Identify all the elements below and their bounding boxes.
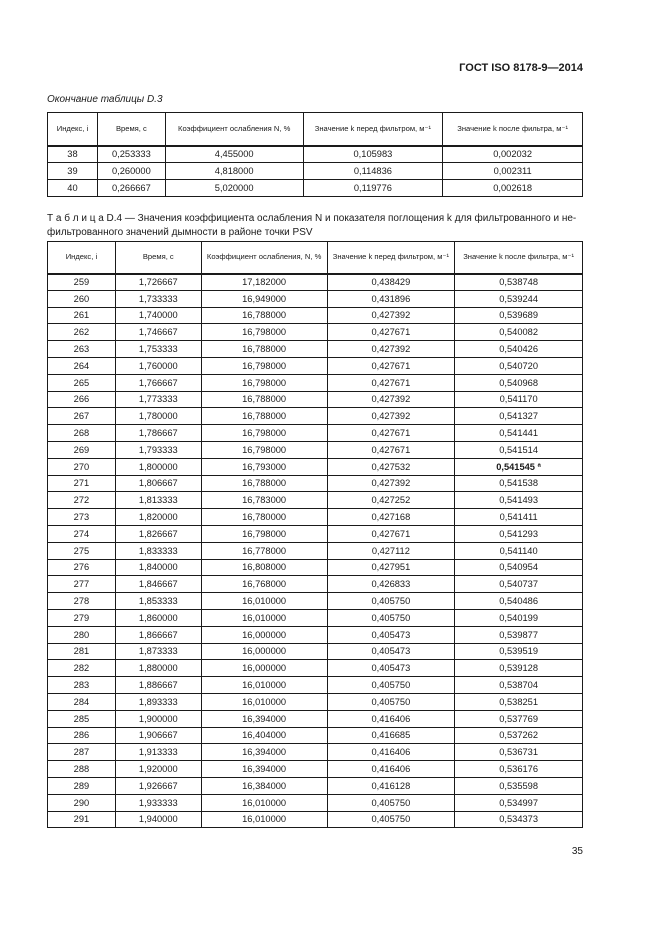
table-row <box>48 542 583 559</box>
table-row <box>48 626 583 643</box>
table-cell: 1,806667 <box>115 475 201 492</box>
table-cell: 0,541545 ª <box>455 458 583 475</box>
table-cell: 1,880000 <box>115 660 201 677</box>
table-row <box>48 492 583 509</box>
table-cell: 0,540082 <box>455 324 583 341</box>
table-cell: 271 <box>48 475 116 492</box>
table-cell: 1,746667 <box>115 324 201 341</box>
table-cell: 0,114836 <box>303 163 443 180</box>
table-cell: 0,427392 <box>327 475 455 492</box>
table-cell: 0,427671 <box>327 425 455 442</box>
table-cell: 278 <box>48 593 116 610</box>
table-row <box>48 811 583 828</box>
table-cell: 1,906667 <box>115 727 201 744</box>
table-cell: 0,119776 <box>303 180 443 197</box>
table-row <box>48 274 583 291</box>
table-row <box>48 391 583 408</box>
table-cell: 16,798000 <box>201 425 327 442</box>
table-cell: 16,798000 <box>201 374 327 391</box>
table-cell: 0,539877 <box>455 626 583 643</box>
table-cell: 0,405750 <box>327 794 455 811</box>
table-cell: 0,538748 <box>455 274 583 291</box>
table-row <box>48 146 583 163</box>
table-cell: 0,405750 <box>327 811 455 828</box>
table-cell: 260 <box>48 290 116 307</box>
table-cell: 1,846667 <box>115 576 201 593</box>
table-row <box>48 744 583 761</box>
table-cell: 1,813333 <box>115 492 201 509</box>
table-cell: 16,010000 <box>201 794 327 811</box>
table-cell: 268 <box>48 425 116 442</box>
table-cell: 0,541514 <box>455 441 583 458</box>
table-cell: 264 <box>48 357 116 374</box>
table-cell: 1,920000 <box>115 761 201 778</box>
table-cell: 289 <box>48 777 116 794</box>
table-cell: 290 <box>48 794 116 811</box>
table-row <box>48 609 583 626</box>
table-cell: 16,394000 <box>201 710 327 727</box>
table-cell: 0,427392 <box>327 341 455 358</box>
table-cell: 0,427671 <box>327 441 455 458</box>
table-cell: 0,541140 <box>455 542 583 559</box>
table-row <box>48 576 583 593</box>
table-cell: 38 <box>48 146 98 163</box>
table-cell: 285 <box>48 710 116 727</box>
table-row <box>48 341 583 358</box>
table-cell: 0,541327 <box>455 408 583 425</box>
table-cell: 16,000000 <box>201 643 327 660</box>
column-header: Значение k перед фильтром, м⁻¹ <box>327 242 455 274</box>
table-cell: 282 <box>48 660 116 677</box>
table-cell: 0,534997 <box>455 794 583 811</box>
table-cell: 266 <box>48 391 116 408</box>
table-row <box>48 727 583 744</box>
table-cell: 16,404000 <box>201 727 327 744</box>
table-cell: 16,000000 <box>201 626 327 643</box>
table-cell: 0,427671 <box>327 374 455 391</box>
table-cell: 1,753333 <box>115 341 201 358</box>
table-cell: 273 <box>48 509 116 526</box>
table-row <box>48 307 583 324</box>
table-cell: 1,860000 <box>115 609 201 626</box>
column-header: Значение k после фильтра, м⁻¹ <box>443 113 583 146</box>
table-cell: 16,793000 <box>201 458 327 475</box>
table-cell: 279 <box>48 609 116 626</box>
table-row <box>48 475 583 492</box>
table-cell: 16,384000 <box>201 777 327 794</box>
table-cell: 16,000000 <box>201 660 327 677</box>
table-cell: 291 <box>48 811 116 828</box>
column-header: Время, с <box>115 242 201 274</box>
table-cell: 1,833333 <box>115 542 201 559</box>
table-cell: 0,416685 <box>327 727 455 744</box>
table-cell: 16,798000 <box>201 441 327 458</box>
table-cell: 16,010000 <box>201 593 327 610</box>
table-cell: 16,798000 <box>201 324 327 341</box>
table-cell: 39 <box>48 163 98 180</box>
table-cell: 16,788000 <box>201 475 327 492</box>
table-cell: 272 <box>48 492 116 509</box>
table-cell: 0,405750 <box>327 593 455 610</box>
table-cell: 0,536731 <box>455 744 583 761</box>
table-cell: 0,427951 <box>327 559 455 576</box>
table-row <box>48 761 583 778</box>
table-cell: 16,788000 <box>201 341 327 358</box>
table-cell: 16,780000 <box>201 509 327 526</box>
table-cell: 16,010000 <box>201 677 327 694</box>
table-row <box>48 677 583 694</box>
standard-designation: ГОСТ ISO 8178-9—2014 <box>459 62 583 74</box>
table-row <box>48 794 583 811</box>
table-cell: 0,535598 <box>455 777 583 794</box>
table-row <box>48 593 583 610</box>
table-cell: 0,405473 <box>327 626 455 643</box>
table-cell: 16,394000 <box>201 744 327 761</box>
column-header: Время, с <box>97 113 165 146</box>
table-cell: 0,427392 <box>327 391 455 408</box>
table-row <box>48 441 583 458</box>
table-cell: 16,778000 <box>201 542 327 559</box>
table-cell: 1,793333 <box>115 441 201 458</box>
table-cell: 0,427392 <box>327 307 455 324</box>
table-row <box>48 559 583 576</box>
table-cell: 0,427671 <box>327 357 455 374</box>
table-cell: 0,538251 <box>455 693 583 710</box>
table-row <box>48 693 583 710</box>
table-cell: 40 <box>48 180 98 197</box>
table-cell: 1,886667 <box>115 677 201 694</box>
table-cell: 0,416406 <box>327 761 455 778</box>
table-cell: 281 <box>48 643 116 660</box>
table-row <box>48 324 583 341</box>
table-row <box>48 290 583 307</box>
table-cell: 16,010000 <box>201 811 327 828</box>
table-cell: 0,405473 <box>327 660 455 677</box>
table-cell: 1,913333 <box>115 744 201 761</box>
table-cell: 1,853333 <box>115 593 201 610</box>
table-cell: 1,900000 <box>115 710 201 727</box>
table-cell: 0,427112 <box>327 542 455 559</box>
table-cell: 0,540954 <box>455 559 583 576</box>
table-cell: 262 <box>48 324 116 341</box>
table-cell: 0,539128 <box>455 660 583 677</box>
table-cell: 1,800000 <box>115 458 201 475</box>
table-cell: 1,873333 <box>115 643 201 660</box>
table-cell: 1,866667 <box>115 626 201 643</box>
table-cell: 16,788000 <box>201 307 327 324</box>
table-cell: 287 <box>48 744 116 761</box>
table-cell: 261 <box>48 307 116 324</box>
table-d4 <box>47 241 583 828</box>
page-number: 35 <box>571 846 583 857</box>
table-cell: 0,416128 <box>327 777 455 794</box>
table-header-row <box>48 113 583 146</box>
table-cell: 1,766667 <box>115 374 201 391</box>
table-cell: 1,893333 <box>115 693 201 710</box>
table-cell: 16,788000 <box>201 408 327 425</box>
table-row <box>48 660 583 677</box>
table-cell: 0,540426 <box>455 341 583 358</box>
table-cell: 0,427392 <box>327 408 455 425</box>
table-row <box>48 163 583 180</box>
table-cell: 286 <box>48 727 116 744</box>
table-row <box>48 180 583 197</box>
column-header: Коэффициент ослабления, N, % <box>201 242 327 274</box>
table-cell: 269 <box>48 441 116 458</box>
table-cell: 4,818000 <box>165 163 303 180</box>
table-cell: 16,783000 <box>201 492 327 509</box>
table-cell: 16,798000 <box>201 357 327 374</box>
table-cell: 1,786667 <box>115 425 201 442</box>
table-cell: 0,405750 <box>327 677 455 694</box>
table-cell: 0,541538 <box>455 475 583 492</box>
table-header-row <box>48 242 583 274</box>
table-row <box>48 509 583 526</box>
table-cell: 0,416406 <box>327 710 455 727</box>
table-cell: 0,266667 <box>97 180 165 197</box>
table-cell: 0,541411 <box>455 509 583 526</box>
table-cell: 0,438429 <box>327 274 455 291</box>
table-cell: 16,010000 <box>201 609 327 626</box>
table-cell: 0,427532 <box>327 458 455 475</box>
table-cell: 16,798000 <box>201 525 327 542</box>
table-cell: 0,540737 <box>455 576 583 593</box>
table-row <box>48 374 583 391</box>
table-cell: 0,427168 <box>327 509 455 526</box>
table-cell: 16,949000 <box>201 290 327 307</box>
table-cell: 283 <box>48 677 116 694</box>
table-cell: 4,455000 <box>165 146 303 163</box>
table-cell: 0,541170 <box>455 391 583 408</box>
table-row <box>48 525 583 542</box>
table-cell: 1,820000 <box>115 509 201 526</box>
table-cell: 0,540486 <box>455 593 583 610</box>
table-cell: 265 <box>48 374 116 391</box>
table-cell: 0,541293 <box>455 525 583 542</box>
table-cell: 0,427671 <box>327 324 455 341</box>
table-cell: 0,260000 <box>97 163 165 180</box>
table-cell: 1,933333 <box>115 794 201 811</box>
table-cell: 0,536176 <box>455 761 583 778</box>
table-cell: 0,540720 <box>455 357 583 374</box>
table-cell: 1,940000 <box>115 811 201 828</box>
table-cell: 0,540968 <box>455 374 583 391</box>
table-cell: 1,926667 <box>115 777 201 794</box>
table-cell: 0,002311 <box>443 163 583 180</box>
table-cell: 0,405750 <box>327 609 455 626</box>
table-cell: 0,253333 <box>97 146 165 163</box>
column-header: Коэффициент ослабления N, % <box>165 113 303 146</box>
table-cell: 16,010000 <box>201 693 327 710</box>
table-cell: 274 <box>48 525 116 542</box>
table-cell: 5,020000 <box>165 180 303 197</box>
table-cell: 1,826667 <box>115 525 201 542</box>
table-cell: 1,726667 <box>115 274 201 291</box>
table-row <box>48 458 583 475</box>
table-row <box>48 710 583 727</box>
table-cell: 0,540199 <box>455 609 583 626</box>
table-cell: 16,394000 <box>201 761 327 778</box>
column-header: Значение k перед фильтром, м⁻¹ <box>303 113 443 146</box>
column-header: Индекс, i <box>48 242 116 274</box>
column-header: Значение k после фильтра, м⁻¹ <box>455 242 583 274</box>
table-cell: 0,539519 <box>455 643 583 660</box>
table-cell: 0,541493 <box>455 492 583 509</box>
table-cell: 0,002032 <box>443 146 583 163</box>
table-cell: 0,539244 <box>455 290 583 307</box>
table-cell: 1,773333 <box>115 391 201 408</box>
table-cell: 0,534373 <box>455 811 583 828</box>
table-cell: 0,405750 <box>327 693 455 710</box>
table-cell: 284 <box>48 693 116 710</box>
table-cell: 0,405473 <box>327 643 455 660</box>
table-cell: 276 <box>48 559 116 576</box>
table-cell: 0,538704 <box>455 677 583 694</box>
table-row <box>48 777 583 794</box>
column-header: Индекс, i <box>48 113 98 146</box>
table-cell: 16,808000 <box>201 559 327 576</box>
table-cell: 1,840000 <box>115 559 201 576</box>
table-cell: 0,002618 <box>443 180 583 197</box>
table-cell: 277 <box>48 576 116 593</box>
table-cell: 16,768000 <box>201 576 327 593</box>
table-row <box>48 643 583 660</box>
table-d3-caption: Окончание таблицы D.3 <box>47 94 163 105</box>
table-d4-caption: Т а б л и ц а D.4 — Значения коэффициента ослабления N и показателя поглощения k для фильтрованного и не-фильтрованного значений дымности в районе точки PSV <box>47 213 577 238</box>
table-cell: 267 <box>48 408 116 425</box>
table-cell: 0,537769 <box>455 710 583 727</box>
table-cell: 0,431896 <box>327 290 455 307</box>
table-cell: 280 <box>48 626 116 643</box>
table-cell: 0,427252 <box>327 492 455 509</box>
table-cell: 259 <box>48 274 116 291</box>
table-row <box>48 357 583 374</box>
table-cell: 263 <box>48 341 116 358</box>
table-cell: 0,426833 <box>327 576 455 593</box>
table-d3-end <box>47 112 583 197</box>
table-cell: 0,105983 <box>303 146 443 163</box>
table-cell: 0,539689 <box>455 307 583 324</box>
table-cell: 1,780000 <box>115 408 201 425</box>
table-cell: 275 <box>48 542 116 559</box>
table-cell: 0,416406 <box>327 744 455 761</box>
table-cell: 288 <box>48 761 116 778</box>
table-cell: 1,733333 <box>115 290 201 307</box>
table-cell: 1,740000 <box>115 307 201 324</box>
table-cell: 0,541441 <box>455 425 583 442</box>
table-row <box>48 425 583 442</box>
table-cell: 16,788000 <box>201 391 327 408</box>
table-cell: 1,760000 <box>115 357 201 374</box>
table-cell: 17,182000 <box>201 274 327 291</box>
table-row <box>48 408 583 425</box>
table-cell: 270 <box>48 458 116 475</box>
table-cell: 0,427671 <box>327 525 455 542</box>
table-cell: 0,537262 <box>455 727 583 744</box>
